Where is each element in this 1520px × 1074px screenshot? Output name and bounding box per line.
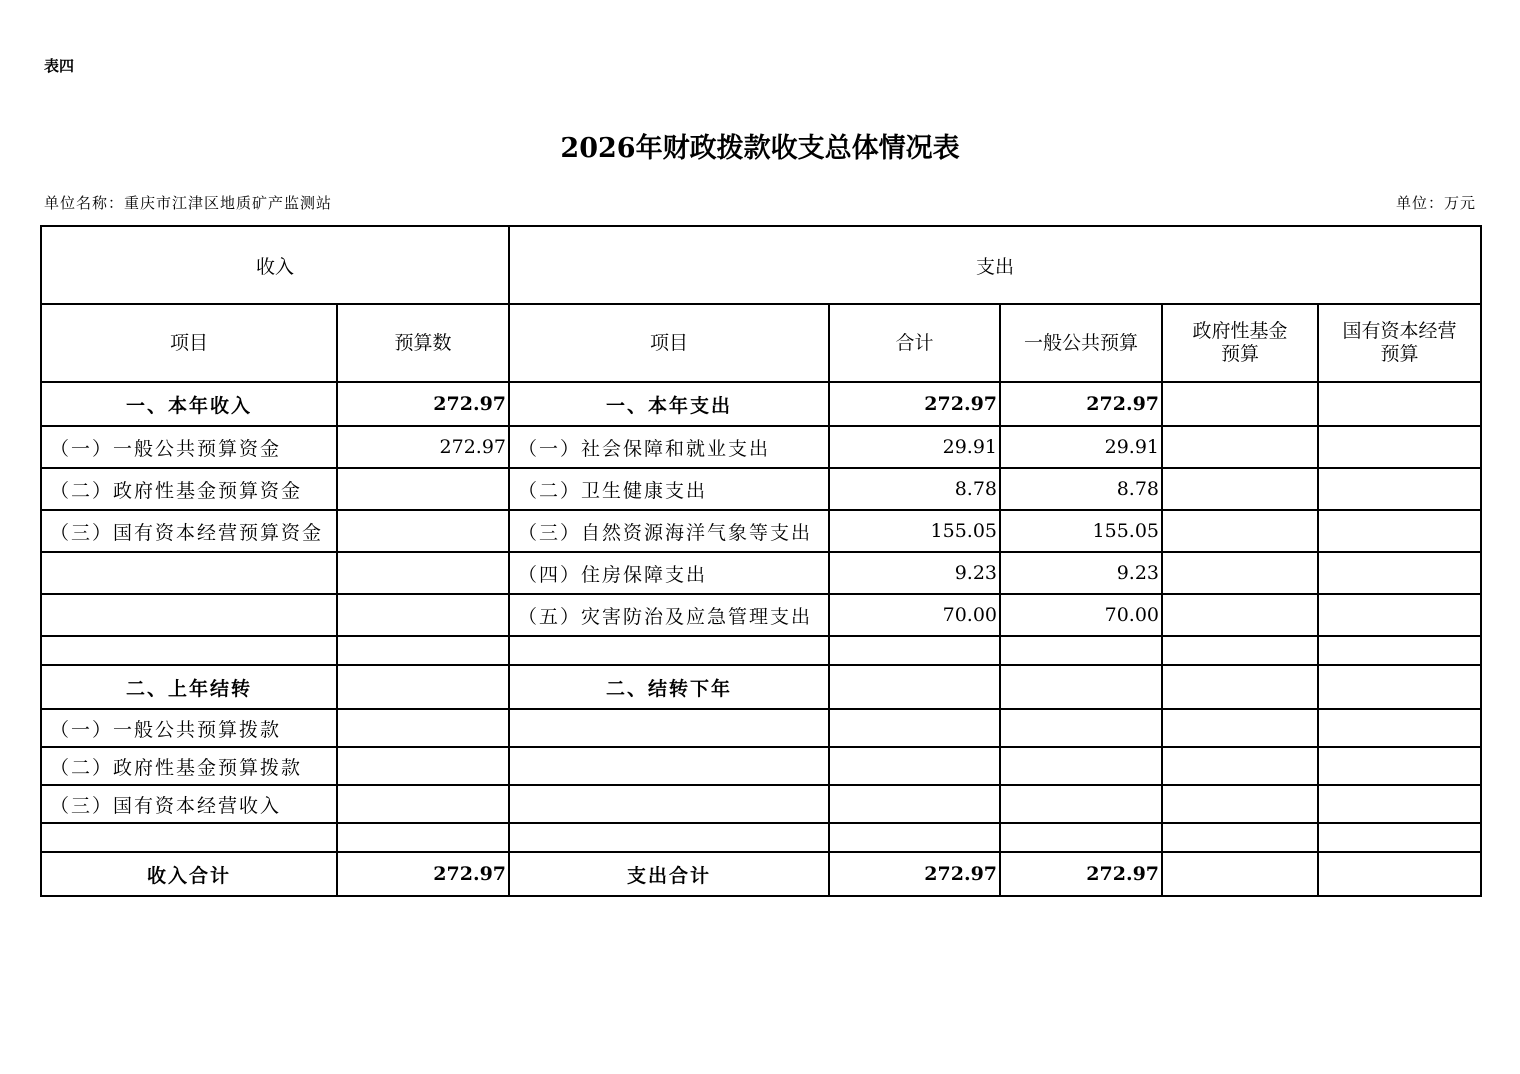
col-gov-fund-line2: 预算	[1221, 343, 1260, 365]
expense-gov-fund	[1162, 382, 1318, 426]
expense-general: 9.23	[1000, 552, 1162, 594]
table-row	[41, 785, 1481, 823]
expense-general	[1000, 665, 1162, 709]
budget-table	[40, 225, 1482, 897]
expense-gov-fund-total	[1162, 852, 1318, 896]
expense-gov-fund	[1162, 594, 1318, 636]
expense-item: （一）社会保障和就业支出	[509, 426, 829, 468]
expense-gov-fund	[1162, 636, 1318, 665]
expense-total-amount: 272.97	[829, 852, 1000, 896]
expense-state-capital	[1318, 709, 1481, 747]
page-title: 2026年财政拨款收支总体情况表	[560, 133, 960, 164]
expense-state-capital	[1318, 594, 1481, 636]
expense-total: 272.97	[829, 382, 1000, 426]
income-amount	[337, 709, 509, 747]
income-item	[41, 552, 337, 594]
expense-general	[1000, 823, 1162, 852]
expense-state-capital	[1318, 823, 1481, 852]
table-row	[41, 665, 1481, 709]
expense-item	[509, 747, 829, 785]
col-general-budget: 一般公共预算	[1000, 304, 1162, 382]
expense-state-capital-total	[1318, 852, 1481, 896]
expense-state-capital	[1318, 665, 1481, 709]
income-amount	[337, 468, 509, 510]
unit-name: 单位名称：重庆市江津区地质矿产监测站	[44, 194, 333, 212]
income-total-label: 收入合计	[41, 852, 337, 896]
table-row	[41, 594, 1481, 636]
expense-state-capital	[1318, 510, 1481, 552]
expense-general	[1000, 785, 1162, 823]
header-row-1	[41, 226, 1481, 304]
income-item	[41, 594, 337, 636]
table-row	[41, 747, 1481, 785]
expense-item: （三）自然资源海洋气象等支出	[509, 510, 829, 552]
income-item: （三）国有资本经营预算资金	[41, 510, 337, 552]
expense-state-capital	[1318, 785, 1481, 823]
expense-general: 8.78	[1000, 468, 1162, 510]
unit-label: 单位：万元	[1395, 194, 1476, 212]
expense-total	[829, 785, 1000, 823]
income-amount	[337, 823, 509, 852]
table-row	[41, 382, 1481, 426]
expense-item	[509, 823, 829, 852]
expense-state-capital	[1318, 382, 1481, 426]
table-row	[41, 426, 1481, 468]
expense-item: （二）卫生健康支出	[509, 468, 829, 510]
expense-gov-fund	[1162, 426, 1318, 468]
expense-total: 29.91	[829, 426, 1000, 468]
expense-item: 一、本年支出	[509, 382, 829, 426]
expense-item: （四）住房保障支出	[509, 552, 829, 594]
col-expense-item: 项目	[509, 304, 829, 382]
col-state-capital-line2: 预算	[1380, 343, 1419, 365]
expense-gov-fund	[1162, 510, 1318, 552]
expense-item: 二、结转下年	[509, 665, 829, 709]
expense-total	[829, 665, 1000, 709]
expense-state-capital	[1318, 552, 1481, 594]
income-amount	[337, 552, 509, 594]
income-item: （一）一般公共预算资金	[41, 426, 337, 468]
table-row	[41, 636, 1481, 665]
income-total-amount: 272.97	[337, 852, 509, 896]
income-item: 一、本年收入	[41, 382, 337, 426]
col-gov-fund-line1: 政府性基金	[1192, 320, 1288, 343]
expense-general-total: 272.97	[1000, 852, 1162, 896]
expense-state-capital	[1318, 747, 1481, 785]
income-amount: 272.97	[337, 426, 509, 468]
expense-total	[829, 709, 1000, 747]
table-row	[41, 823, 1481, 852]
income-item: （二）政府性基金预算拨款	[41, 747, 337, 785]
totals-row	[41, 852, 1481, 896]
expense-total-label: 支出合计	[509, 852, 829, 896]
header-row-2	[41, 304, 1481, 382]
col-state-capital-budget	[1318, 304, 1481, 382]
income-item	[41, 823, 337, 852]
table-label: 表四	[44, 57, 75, 75]
expense-general	[1000, 747, 1162, 785]
expense-total: 8.78	[829, 468, 1000, 510]
income-amount	[337, 594, 509, 636]
expense-state-capital	[1318, 468, 1481, 510]
expense-general: 70.00	[1000, 594, 1162, 636]
col-state-capital-line1: 国有资本经营	[1342, 320, 1457, 343]
table-row	[41, 552, 1481, 594]
income-amount	[337, 636, 509, 665]
expense-general	[1000, 636, 1162, 665]
col-income-budget: 预算数	[337, 304, 509, 382]
income-item: （三）国有资本经营收入	[41, 785, 337, 823]
table-row	[41, 510, 1481, 552]
expense-item	[509, 709, 829, 747]
income-item: （一）一般公共预算拨款	[41, 709, 337, 747]
expense-gov-fund	[1162, 552, 1318, 594]
expense-gov-fund	[1162, 747, 1318, 785]
expense-header: 支出	[509, 226, 1481, 304]
col-income-item: 项目	[41, 304, 337, 382]
income-amount	[337, 510, 509, 552]
col-gov-fund-budget	[1162, 304, 1318, 382]
expense-general: 29.91	[1000, 426, 1162, 468]
expense-state-capital	[1318, 426, 1481, 468]
income-amount: 272.97	[337, 382, 509, 426]
expense-item	[509, 636, 829, 665]
expense-state-capital	[1318, 636, 1481, 665]
income-header: 收入	[41, 226, 509, 304]
expense-general: 155.05	[1000, 510, 1162, 552]
expense-general	[1000, 709, 1162, 747]
expense-gov-fund	[1162, 823, 1318, 852]
expense-gov-fund	[1162, 665, 1318, 709]
expense-gov-fund	[1162, 468, 1318, 510]
expense-total	[829, 636, 1000, 665]
expense-gov-fund	[1162, 785, 1318, 823]
expense-gov-fund	[1162, 709, 1318, 747]
expense-item	[509, 785, 829, 823]
income-item: （二）政府性基金预算资金	[41, 468, 337, 510]
expense-total: 155.05	[829, 510, 1000, 552]
table-row	[41, 468, 1481, 510]
expense-total	[829, 823, 1000, 852]
col-expense-total: 合计	[829, 304, 1000, 382]
expense-total	[829, 747, 1000, 785]
income-amount	[337, 665, 509, 709]
income-amount	[337, 747, 509, 785]
income-amount	[337, 785, 509, 823]
income-item	[41, 636, 337, 665]
expense-total: 9.23	[829, 552, 1000, 594]
income-item: 二、上年结转	[41, 665, 337, 709]
expense-item: （五）灾害防治及应急管理支出	[509, 594, 829, 636]
expense-total: 70.00	[829, 594, 1000, 636]
expense-general: 272.97	[1000, 382, 1162, 426]
table-row	[41, 709, 1481, 747]
